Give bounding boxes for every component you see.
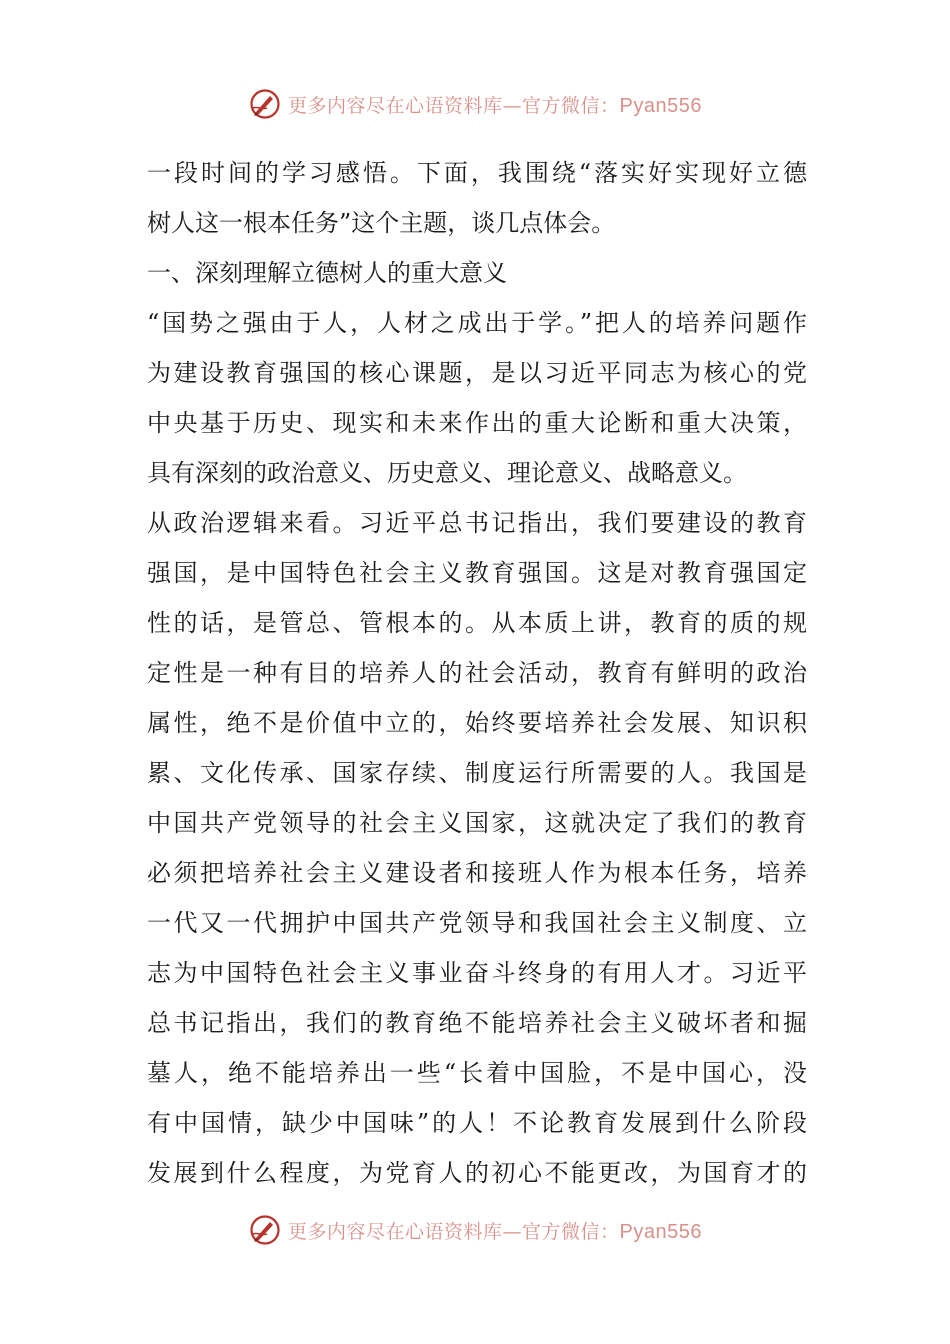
header-banner-text: 更多内容尽在心语资料库—官方微信：Pyan556	[288, 94, 702, 117]
pen-seal-icon	[248, 87, 282, 121]
body-line: 累、文化传承、国家存续、制度运行所需要的人。我国是	[147, 759, 807, 787]
body-line: 志为中国特色社会主义事业奋斗终身的有用人才。习近平	[147, 959, 807, 987]
body-line: 一段时间的学习感悟。下面，我围绕“落实好实现好立德	[147, 159, 807, 187]
body-line: 属性，绝不是价值中立的，始终要培养社会发展、知识积	[147, 709, 807, 737]
body-line: 中国共产党领导的社会主义国家，这就决定了我们的教育	[147, 809, 807, 837]
body-line: 必须把培养社会主义建设者和接班人作为根本任务，培养	[147, 859, 807, 887]
body-line: 墓人，绝不能培养出一些“长着中国脸，不是中国心，没	[147, 1059, 807, 1087]
document-body	[147, 148, 807, 1198]
body-line: 发展到什么程度，为党育人的初心不能更改，为国育才的	[147, 1159, 807, 1187]
pen-seal-icon	[248, 1213, 282, 1247]
footer-banner	[0, 1210, 950, 1250]
section-heading: 一、深刻理解立德树人的重大意义	[147, 259, 507, 287]
body-line: 性的话，是管总、管根本的。从本质上讲，教育的质的规	[147, 609, 807, 637]
footer-wechat-id: Pyan556	[619, 1220, 702, 1243]
body-line: 中央基于历史、现实和未来作出的重大论断和重大决策，	[147, 409, 807, 437]
body-line: 定性是一种有目的培养人的社会活动，教育有鲜明的政治	[147, 659, 807, 687]
header-banner	[0, 84, 950, 124]
body-line: “国势之强由于人，人材之成出于学。”把人的培养问题作	[147, 309, 807, 337]
header-wechat-id: Pyan556	[619, 94, 702, 117]
body-line: 一代又一代拥护中国共产党领导和我国社会主义制度、立	[147, 909, 807, 937]
body-line: 具有深刻的政治意义、历史意义、理论意义、战略意义。	[147, 459, 747, 487]
body-line: 从政治逻辑来看。习近平总书记指出，我们要建设的教育	[147, 509, 807, 537]
body-line: 强国，是中国特色社会主义教育强国。这是对教育强国定	[147, 559, 807, 587]
footer-banner-text: 更多内容尽在心语资料库—官方微信：Pyan556	[288, 1220, 702, 1243]
body-line: 树人这一根本任务”这个主题，谈几点体会。	[147, 209, 616, 237]
body-line: 有中国情，缺少中国味”的人！不论教育发展到什么阶段	[147, 1109, 807, 1137]
body-line: 总书记指出，我们的教育绝不能培养社会主义破坏者和掘	[147, 1009, 807, 1037]
body-line: 为建设教育强国的核心课题，是以习近平同志为核心的党	[147, 359, 807, 387]
